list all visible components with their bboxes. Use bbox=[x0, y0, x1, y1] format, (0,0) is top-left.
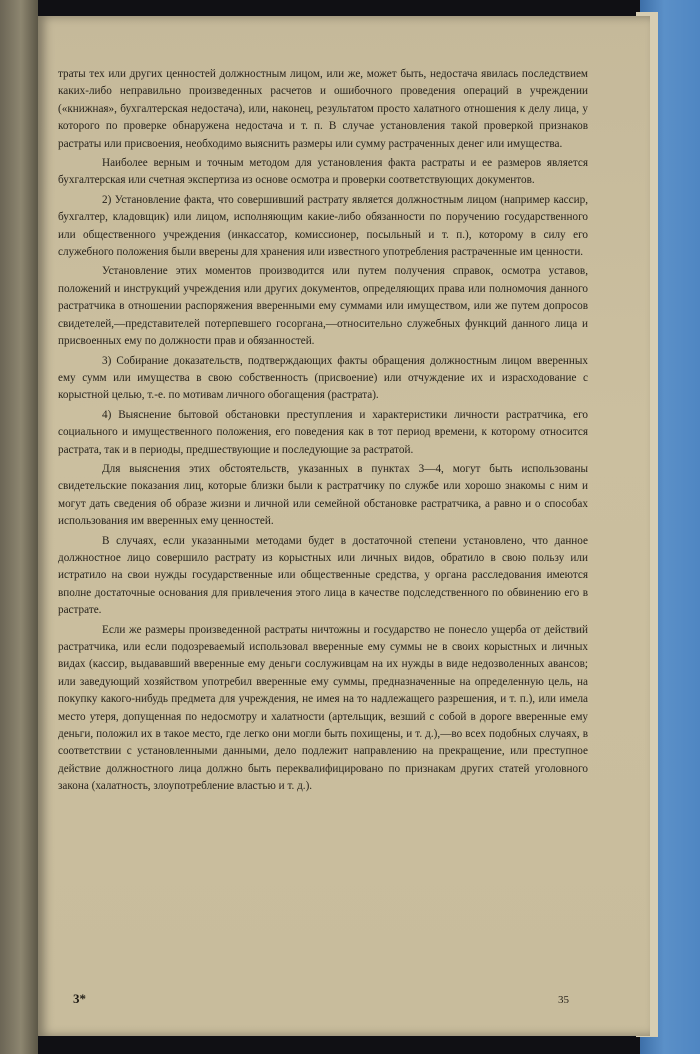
paragraph: 3) Собирание доказательств, подтверждающих факты обращения должностным лицом вверенных ему сумм или имущества в свою собственность (присвоение) или отчуждение их и израсходование с корыстной целью, т.-е. по мотивам личного обогащения (растрата). bbox=[58, 354, 588, 402]
paragraph: траты тех или других ценностей должностным лицом, или же, может быть, недостача явилась последствием каких-либо неправильно произведенных расчетов и ошибочного проведения операций в учреждении («книжная», бухгалтерская недостача), или, наконец, результатом просто халатного отношения к делу лица, у которого по проверке обнаружена недостача и т. п. В случае установления такой проверкой признаков растраты или присвоения, необходимо выяснить размеры или сумму растраченных денег или имущества. bbox=[58, 68, 588, 150]
page-text bbox=[58, 66, 588, 796]
paragraph: В случаях, если указанными методами будет в достаточной степени установлено, что данное должностное лицо совершило растрату из корыстных или личных видов, обратило в свою пользу или истратило на свои нужды государственные или общественные средства, у органа расследования имеются вполне достаточные основания для привлечения этого лица в качестве подследственного по обвинению его в растрате. bbox=[58, 534, 588, 617]
paragraph: Наиболее верным и точным методом для установления факта растраты и ее размеров является бухгалтерская или счетная экспертиза из основе осмотра и проверки соответствующих документов. bbox=[58, 157, 588, 187]
book-page bbox=[38, 16, 650, 1036]
paragraph: Если же размеры произведенной растраты ничтожны и государство не понесло ущерба от действий растратчика, или если подозреваемый использовал вверенные ему суммы не в своих корыстных и личных видах (кассир, выдававший вверенные ему деньги сослуживцам на их нужды в виде недозволенных авансов; или заведующий хозяйством употребил вверенные ему суммы, предназначенные на определенную цель, на покупку какого-нибудь предмета для учреждения, не имея на то надлежащего разрешения, и т. п.), или имела место утеря, допущенная по недосмотру и халатности (артельщик, везший с собой в дороге вверенные ему деньги, положил их в такое место, где легко они могли быть похищены, и т. д.),—во всех подобных случаях, в соответствии с установленными данными, дело подлежит направлению на прекращение, или преступное действие должностного лица должно быть переквалифицировано по признакам других статей уголовного закона (халатность, злоупотребление властью и т. д.). bbox=[58, 623, 588, 793]
facing-page-edge bbox=[0, 0, 38, 1054]
signature-mark: 3* bbox=[73, 991, 86, 1006]
page-number: 35 bbox=[558, 994, 569, 1006]
paragraph: 2) Установление факта, что совершивший растрату является должностным лицом (например кассир, бухгалтер, кладовщик) или лицом, исполняющим какие-либо обязанности по поручению государственного или общественного учреждения (инкассатор, комиссионер, посыльный и т. п.), которому в силу его служебного положения были вверены для хранения или известного употребления растраченные им ценности. bbox=[58, 193, 588, 259]
paragraph: Установление этих моментов производится или путем получения справок, осмотра уставов, положений и инструкций учреждения или других документов, определяющих права или полномочия данного растратчика в отношении распоряжения вверенными ему суммами или имуществом, или же путем допросов свидетелей,—представителей потерпевшего госоргана,—относительно служебных функций данного лица и присвоенных ему по должности прав и обязанностей. bbox=[58, 265, 588, 348]
paragraph: 4) Выяснение бытовой обстановки преступления и характеристики личности растратчика, его социального и имущественного положения, его поведения как в тот период времени, к которому относится растрата, так и в периоды, предшествующие и последующие за растратой. bbox=[58, 408, 588, 456]
paragraph: Для выяснения этих обстоятельств, указанных в пунктах 3—4, могут быть использованы свидетельские показания лиц, которые близки были к растратчику по службе или хорошо знакомы с ним и могут дать сведения об образе жизни и личной или семейной обстановке растратчика, а равно и о способах использования им вверенных ему ценностей. bbox=[58, 462, 588, 528]
